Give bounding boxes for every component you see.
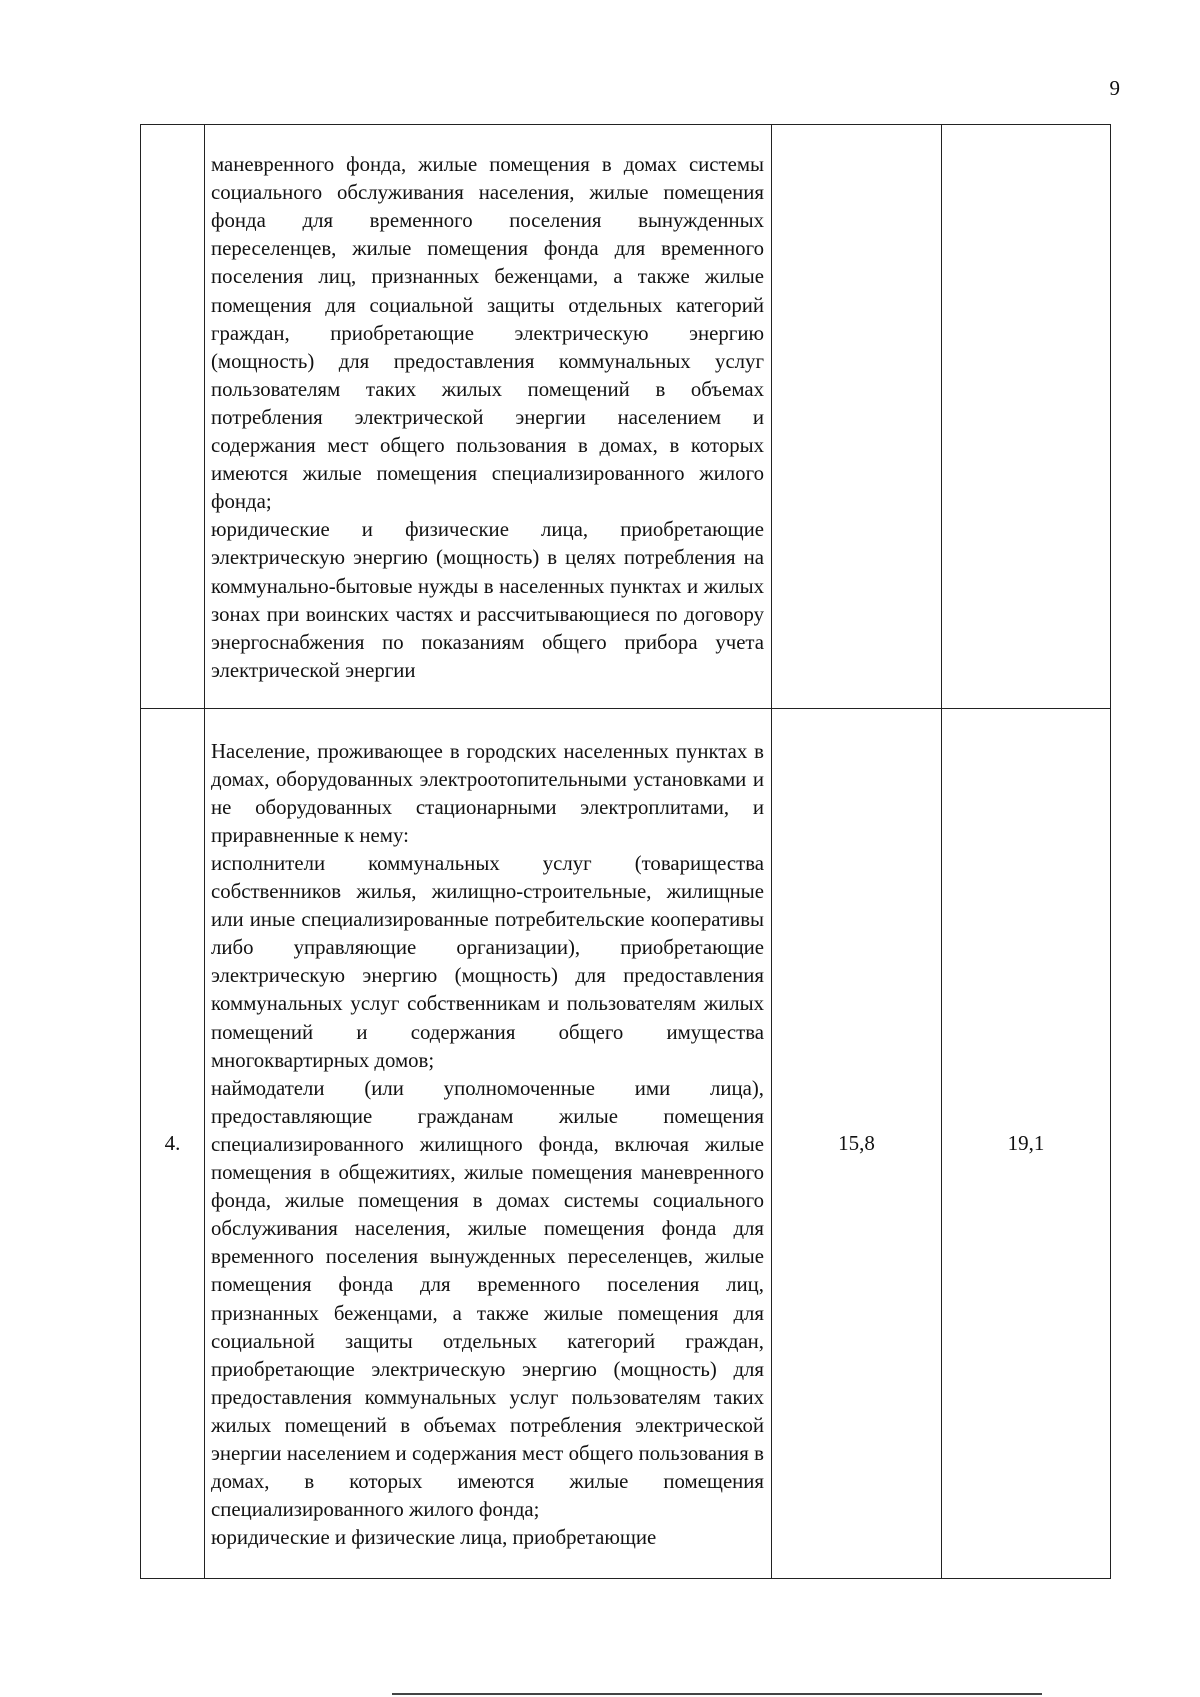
value-first-half-cell: 15,8 (772, 709, 942, 1579)
description-paragraph: наймодатели (или уполномоченные ими лица), предоставляющие гражданам жилые помещения специализированного жилищного фонда, включая жилые помещения в общежитиях, жилые помещения маневренного фонда, жилые помещения в домах системы социального обслуживания населения, жилые помещения фонда для временного поселения вынужденных переселенцев, жилые помещения фонда для временного поселения лиц, признанных беженцами, а также жилые помещения для социальной защиты отдельных категорий граждан, приобретающие электрическую энергию (мощность) для предоставления коммунальных услуг пользователям таких жилых помещений в объемах потребления электрической энергии населением и содержания мест общего пользования в домах, в которых имеются жилые помещения специализированного жилого фонда; (211, 1076, 764, 1522)
description-paragraph: юридические и физические лица, приобретающие электрическую энергию (мощность) в целях потребления на коммунально-бытовые нужды в населенных пунктах и жилых зонах при воинских частях и рассчитывающиеся по договору энергоснабжения по показаниям общего прибора учета электрической энергии (211, 518, 764, 682)
table-row (141, 125, 1111, 709)
row-description-cell (205, 709, 772, 1579)
page-number: 9 (1109, 76, 1120, 100)
description-paragraph: Население, проживающее в городских населенных пунктах в домах, оборудованных электроотопительными установками и не оборудованных стационарными электроплитами, и приравненные к нему: (211, 739, 764, 847)
row-number-cell: 4. (141, 709, 205, 1579)
value-second-half-cell (942, 125, 1111, 709)
value-second-half-cell: 19,1 (942, 709, 1111, 1579)
value-first-half-cell (772, 125, 942, 709)
page-edge-line (392, 1693, 1042, 1695)
description-paragraph: юридические и физические лица, приобретающие (211, 1526, 657, 1550)
row-number-cell (141, 125, 205, 709)
table-row (141, 709, 1111, 1579)
tariff-table (140, 124, 1111, 1579)
description-paragraph: исполнители коммунальных услуг (товарищества собственников жилья, жилищно-строительные, жилищные или иные специализированные потребительские кооперативы либо управляющие организации), приобретающие электрическую энергию (мощность) для предоставления коммунальных услуг собственникам и пользователям жилых помещений и содержания общего имущества многоквартирных домов; (211, 852, 764, 1072)
description-paragraph: маневренного фонда, жилые помещения в домах системы социального обслуживания населения, жилые помещения фонда для временного поселения вынужденных переселенцев, жилые помещения фонда для временного поселения лиц, признанных беженцами, а также жилые помещения для социальной защиты отдельных категорий граждан, приобретающие электрическую энергию (мощность) для предоставления коммунальных услуг пользователям таких жилых помещений в объемах потребления электрической энергии населением и содержания мест общего пользования в домах, в которых имеются жилые помещения специализированного жилого фонда; (211, 153, 764, 514)
row-description-cell (205, 125, 772, 709)
